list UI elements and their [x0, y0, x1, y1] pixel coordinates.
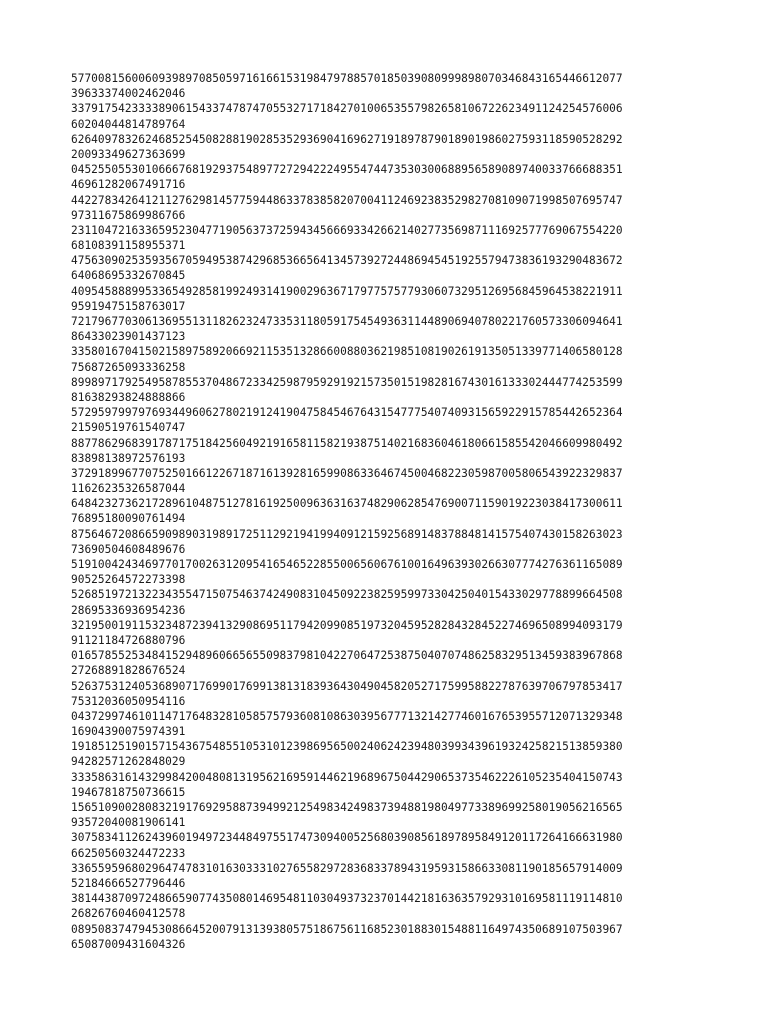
- number-line-continuation: 27268891828676524: [71, 664, 186, 678]
- number-line-continuation: 60204044814789764: [71, 117, 186, 131]
- number-entry: [71, 101, 731, 131]
- number-line-continuation: 81638293824888866: [71, 390, 186, 404]
- number-line-primary: 7217967703061369551311826232473353118059175454936311448906940780221760573306094641: [71, 315, 623, 328]
- number-line-primary: 0437299746101147176483281058575793608108630395677713214277460167653955712071329348: [71, 709, 623, 723]
- number-line-primary: 3219500191153234872394132908695117942099085197320459528284328452274696508994093179: [71, 618, 623, 632]
- number-line-primary: 6484232736217289610487512781619250096363163748290628547690071159019223038417300611: [71, 497, 623, 511]
- number-line-continuation: 19467818750736615: [71, 785, 186, 799]
- number-entry: [71, 922, 731, 952]
- number-entry: [71, 739, 731, 769]
- number-line-continuation: 28695336936954236: [71, 603, 186, 617]
- number-entry: [71, 193, 731, 223]
- number-entry: [71, 618, 731, 648]
- number-entry: [71, 800, 731, 830]
- number-line-primary: 3365595968029647478310163033310276558297283683378943195931586633081190185657914009: [71, 861, 623, 875]
- number-line-primary: 4756309025359356705949538742968536656413457392724486945451925579473836193290483672: [71, 254, 623, 268]
- number-line-primary: 3075834112624396019497234484975517473094005256803908561897895849120117264166631980: [71, 831, 623, 845]
- number-line-continuation: 26826760460412578: [71, 907, 186, 921]
- number-entry: [71, 314, 731, 344]
- number-entry: [71, 405, 731, 435]
- number-line-continuation: 91121184726880796: [71, 633, 186, 647]
- number-line-primary: 3814438709724866590774350801469548110304937323701442181636357929310169581119114810: [71, 892, 623, 906]
- number-line-continuation: 95919475158763017: [71, 299, 186, 313]
- number-line-primary: 3335863161432998420048081319562169591446219689675044290653735462226105235404150743: [71, 770, 623, 784]
- number-entry: [71, 253, 731, 283]
- number-entry: [71, 284, 731, 314]
- number-line-primary: 1918512519015715436754855105310123986956500240624239480399343961932425821513859380: [71, 740, 623, 754]
- number-entry: [71, 709, 731, 739]
- number-line-continuation: 64068695332670845: [71, 269, 186, 283]
- number-entry: [71, 436, 731, 466]
- number-line-primary: 0165785525348415294896066565509837981042270647253875040707486258329513459383967868: [71, 649, 623, 663]
- number-line-primary: 0452550553010666768192937548977272942224955474473530300688956589089740033766688351: [71, 163, 623, 177]
- number-line-continuation: 46961282067491716: [71, 178, 186, 192]
- number-line-primary: 6264097832624685254508288190285352936904169627191897879018901986027593118590528292: [71, 132, 623, 146]
- number-line-primary: 3358016704150215897589206692115351328660088036219851081902619135051339771406580128: [71, 345, 623, 359]
- number-entry: [71, 344, 731, 374]
- number-entry: [71, 466, 731, 496]
- number-line-continuation: 39633374002462046: [71, 87, 186, 101]
- number-line-primary: 4422783426412112762981457759448633783858207004112469238352982708109071998507695747: [71, 193, 623, 207]
- number-entry: [71, 770, 731, 800]
- number-line-continuation: 75312036050954116: [71, 694, 186, 708]
- number-line-continuation: 75687265093336258: [71, 360, 186, 374]
- number-line-primary: 4095458889953365492858199249314190029636717977575779306073295126956845964538221911: [71, 284, 623, 298]
- number-line-continuation: 21590519761540747: [71, 421, 186, 435]
- number-entry: [71, 223, 731, 253]
- number-line-primary: 0895083747945308664520079131393805751867561168523018830154881164974350689107503967: [71, 922, 623, 936]
- number-line-continuation: 94282571262848029: [71, 755, 186, 769]
- number-list: [71, 71, 731, 952]
- number-entry: [71, 132, 731, 162]
- number-line-primary: 2311047216336595230477190563737259434566693342662140277356987111692577769067554220: [71, 223, 623, 237]
- number-line-continuation: 20093349627363699: [71, 147, 186, 161]
- number-line-primary: 1565109002808321917692958873949921254983424983739488198049773389699258019056216565: [71, 801, 623, 814]
- number-line-continuation: 83898138972576193: [71, 451, 186, 465]
- number-line-continuation: 73690504608489676: [71, 542, 186, 556]
- number-entry: [71, 557, 731, 587]
- number-line-continuation: 52184666527796446: [71, 876, 186, 890]
- number-entry: [71, 830, 731, 860]
- number-line-primary: 3379175423333890615433747874705532717184270100653557982658106722623491124254576006: [71, 102, 623, 116]
- number-line-continuation: 93572040081906141: [71, 816, 186, 830]
- number-line-primary: 8756467208665909890319891725112921941994091215925689148378848141575407430158263023: [71, 527, 623, 541]
- number-entry: [71, 861, 731, 891]
- number-line-primary: 5770081560060939897085059716166153198479788570185039080999898070346843165446612077: [71, 72, 623, 85]
- number-line-primary: 8877862968391787175184256049219165811582193875140216836046180661585542046609980492: [71, 436, 623, 450]
- number-entry: [71, 496, 731, 526]
- number-line-continuation: 86433023901437123: [71, 330, 186, 344]
- number-line-primary: 5268519721322343554715075463742490831045092238259599733042504015433029778899664508: [71, 588, 623, 602]
- number-line-continuation: 76895180090761494: [71, 512, 186, 526]
- number-line-continuation: 11626235326587044: [71, 482, 186, 496]
- number-entry: [71, 587, 731, 617]
- number-entry: [71, 162, 731, 192]
- number-entry: [71, 375, 731, 405]
- number-entry: [71, 71, 731, 101]
- number-entry: [71, 527, 731, 557]
- number-entry: [71, 648, 731, 678]
- number-entry: [71, 891, 731, 921]
- number-line-primary: 8998971792549587855370486723342598795929192157350151982816743016133302444774253599: [71, 375, 623, 389]
- number-line-continuation: 65087009431604326: [71, 937, 186, 951]
- number-line-primary: 5729597997976934496062780219124190475845467643154777540740931565922915785442652364: [71, 406, 623, 420]
- number-line-primary: 3729189967707525016612267187161392816599086336467450046822305987005806543922329837: [71, 466, 623, 480]
- number-line-primary: 5191004243469770170026312095416546522855006560676100164963930266307774276361165089: [71, 558, 623, 571]
- number-line-continuation: 66250560324472233: [71, 846, 186, 860]
- number-line-primary: 5263753124053689071769901769913813183936430490458205271759958822787639706797853417: [71, 679, 623, 693]
- number-line-continuation: 97311675869986766: [71, 208, 186, 222]
- number-line-continuation: 90525264572273398: [71, 573, 186, 587]
- number-entry: [71, 679, 731, 709]
- number-line-continuation: 16904390075974391: [71, 725, 186, 739]
- number-line-continuation: 68108391158955371: [71, 239, 186, 253]
